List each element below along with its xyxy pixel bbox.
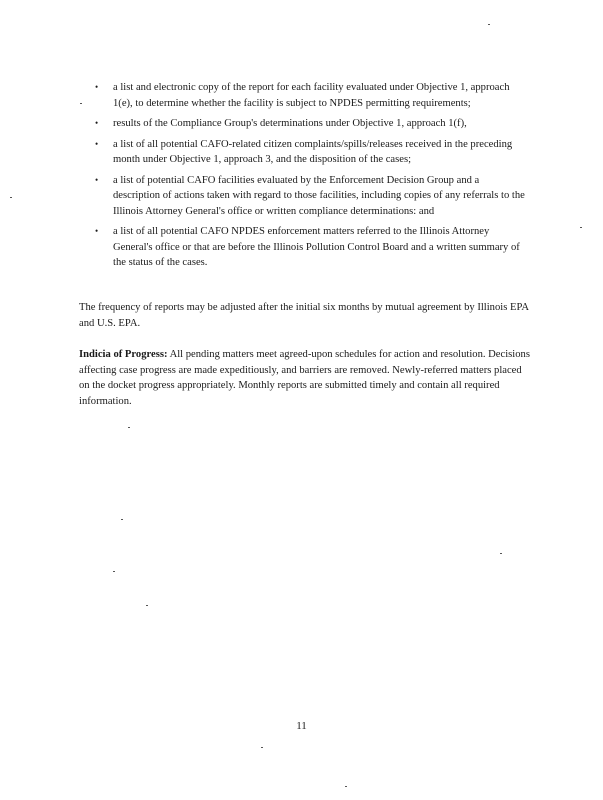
list-item bbox=[95, 80, 527, 111]
list-item-text: a list and electronic copy of the report for each facility evaluated under Objective 1, approach 1(e), to determine whether the facility is subject to NPDES permitting requirements; bbox=[113, 82, 510, 109]
indicia-of-progress-heading: Indicia of Progress: bbox=[79, 349, 168, 360]
list-item-text: a list of all potential CAFO NPDES enforcement matters referred to the Illinois Attorney General's office or that are before the Illinois Pollution Control Board and a written summary of the status of the cases. bbox=[113, 226, 520, 268]
list-item bbox=[95, 137, 527, 168]
scan-speck bbox=[128, 427, 130, 428]
page-number: 11 bbox=[296, 720, 307, 732]
list-item bbox=[95, 116, 527, 132]
report-frequency-paragraph: The frequency of reports may be adjusted after the initial six months by mutual agreement by Illinois EPA and U.S. EPA. bbox=[79, 302, 529, 329]
report-contents-list bbox=[95, 80, 527, 276]
list-item-text: a list of potential CAFO facilities evaluated by the Enforcement Decision Group and a description of actions taken with regard to those facilities, including copies of any referrals to the Illinois Attorney General's office or written compliance determinations: and bbox=[113, 174, 525, 217]
scan-speck bbox=[10, 197, 12, 198]
scan-speck bbox=[261, 747, 263, 748]
bullet-icon: • bbox=[95, 226, 99, 236]
scan-speck bbox=[113, 571, 115, 572]
scan-speck bbox=[345, 786, 347, 787]
bullet-icon: • bbox=[95, 82, 99, 92]
bullet-icon: • bbox=[95, 118, 99, 128]
scan-speck bbox=[488, 24, 490, 25]
list-item-text: results of the Compliance Group's determinations under Objective 1, approach 1(f), bbox=[113, 118, 467, 129]
list-item-text: a list of all potential CAFO-related citizen complaints/spills/releases received in the preceding month under Objective 1, approach 3, and the disposition of the cases; bbox=[113, 138, 513, 165]
scan-speck bbox=[146, 605, 148, 606]
scan-speck bbox=[80, 103, 82, 104]
list-item bbox=[95, 224, 527, 271]
indicia-of-progress-text: All pending matters meet agreed-upon schedules for action and resolution. Decisions affecting case progress are made expeditiously, and barriers are removed. Newly-referred matters placed on the docket progress appropriately. Monthly reports are submitted timely and contain all required information. bbox=[79, 349, 530, 407]
scan-speck bbox=[121, 519, 123, 520]
bullet-icon: • bbox=[95, 174, 99, 185]
bullet-icon: • bbox=[95, 138, 99, 149]
scan-speck bbox=[580, 227, 582, 228]
scan-speck bbox=[500, 553, 502, 554]
indicia-of-progress-paragraph bbox=[79, 347, 531, 409]
list-item bbox=[95, 173, 527, 220]
